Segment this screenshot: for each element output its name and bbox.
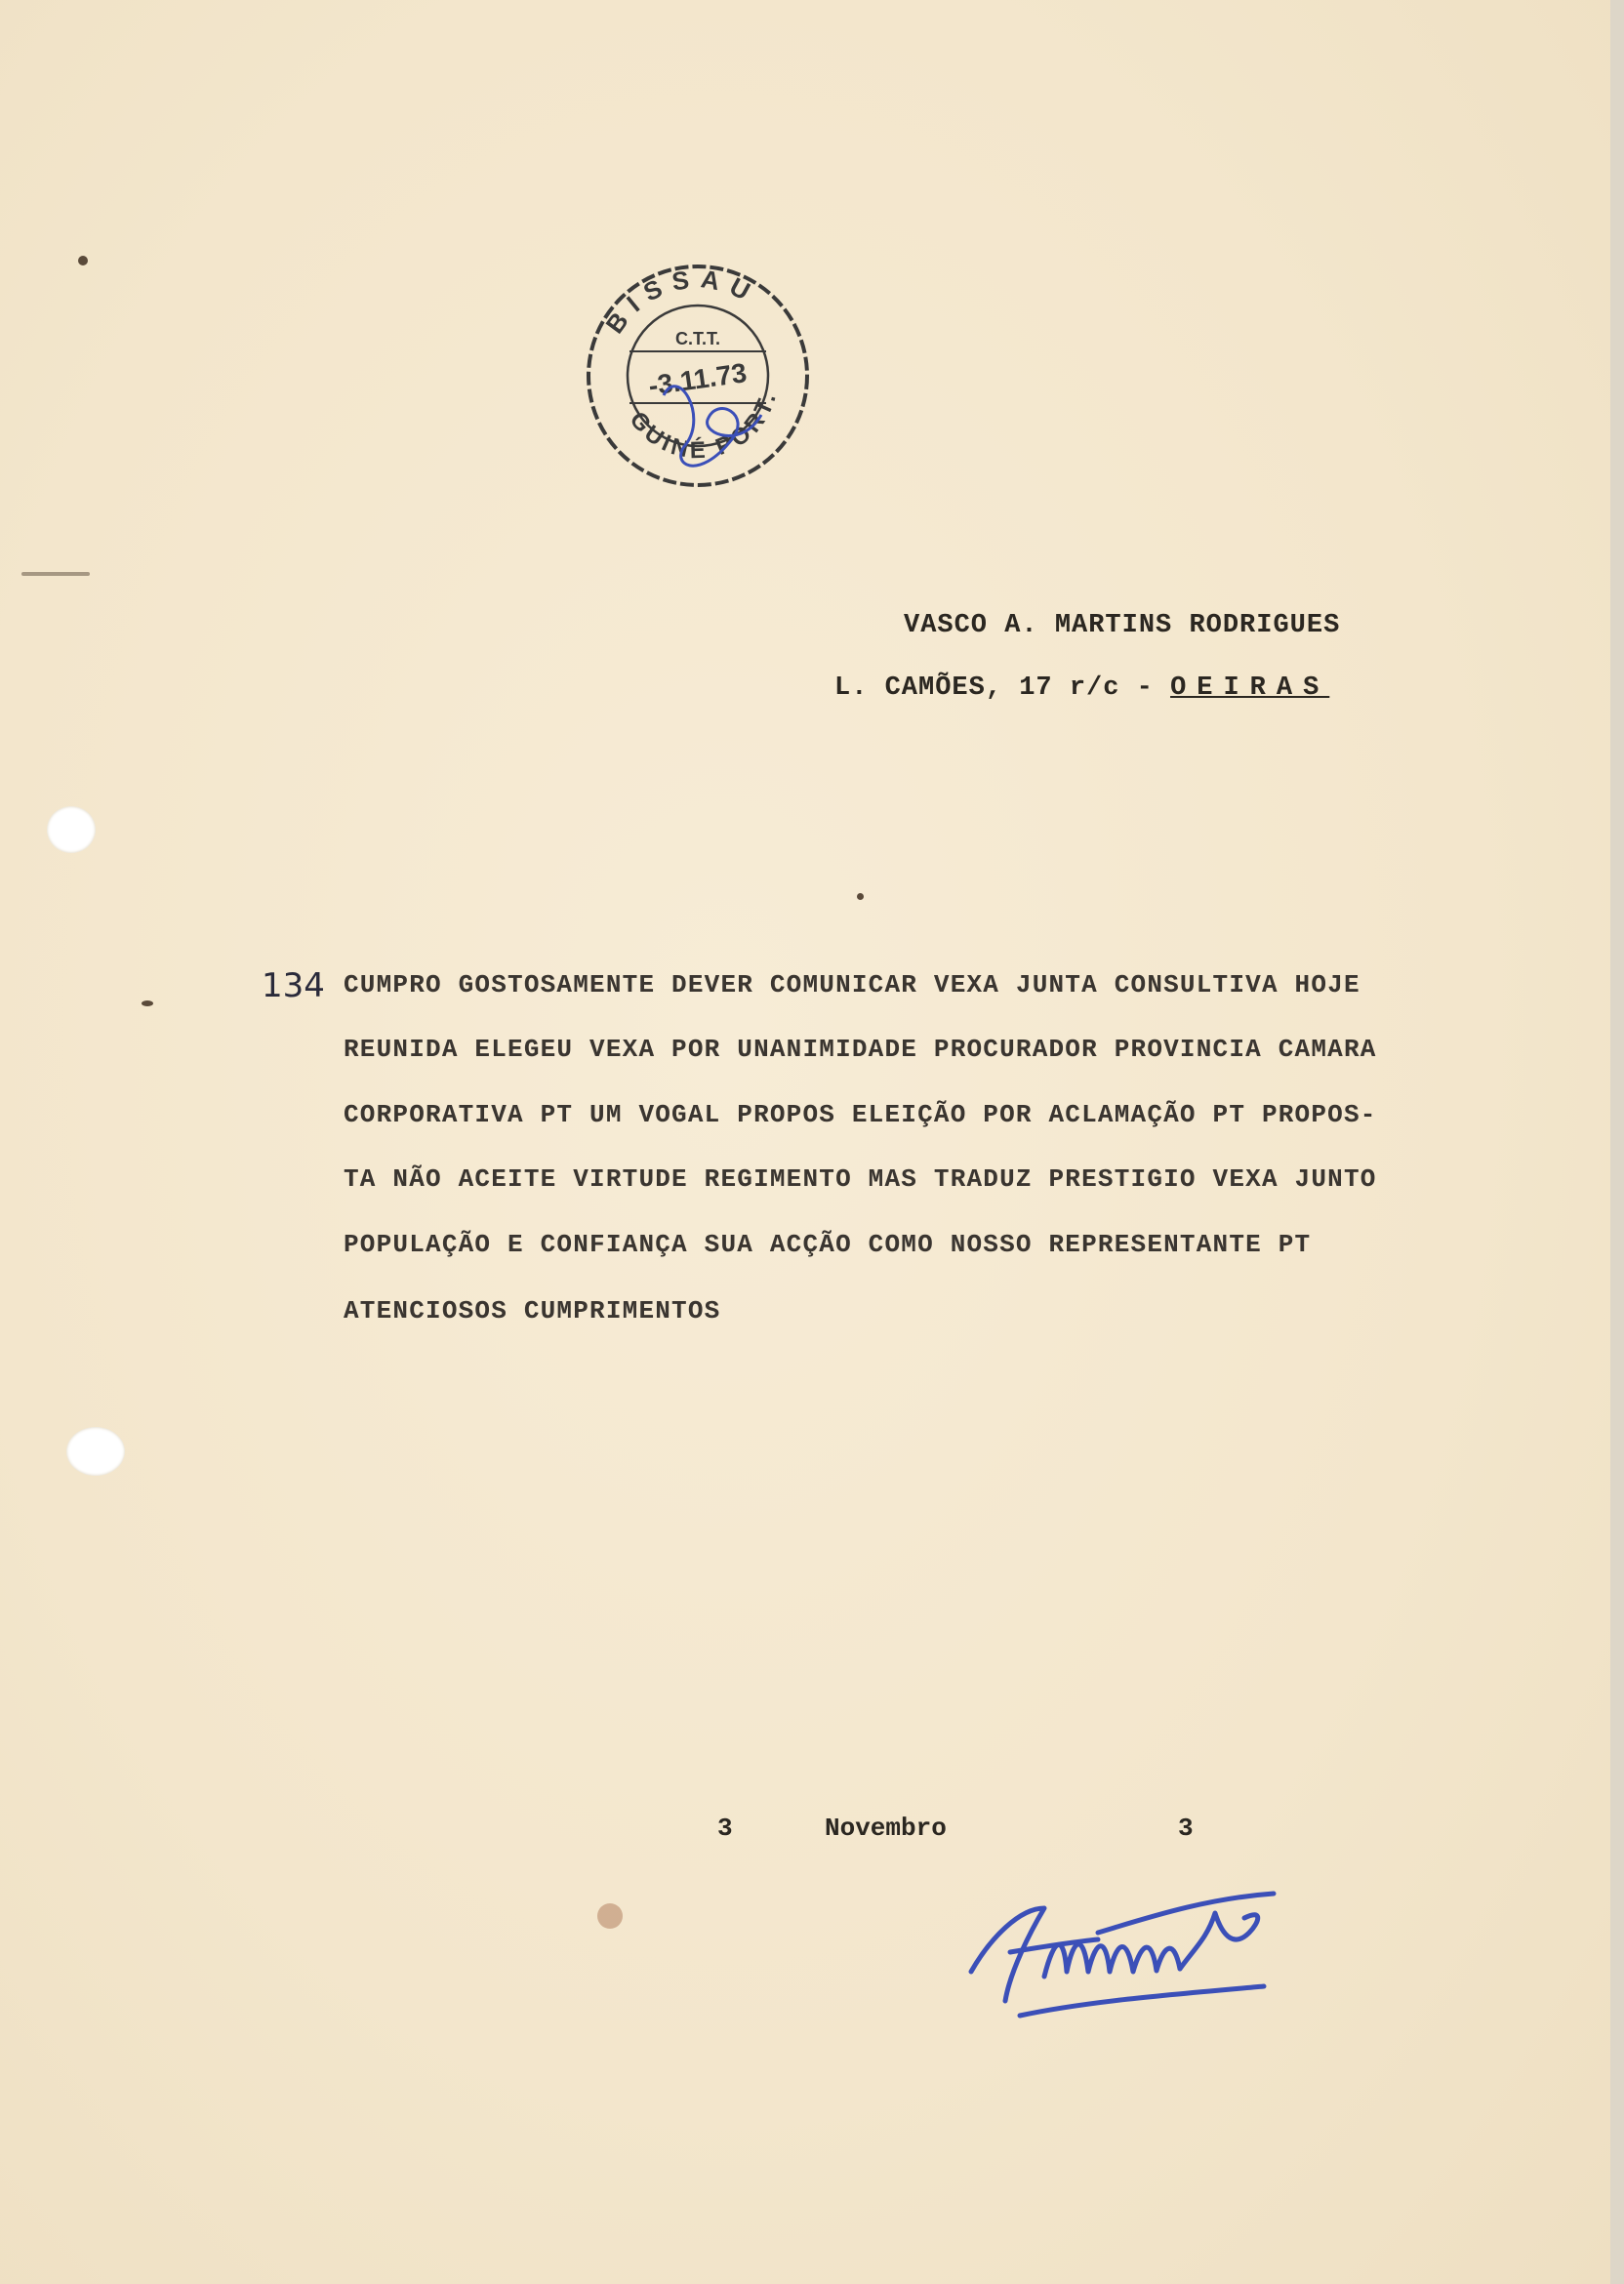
message-line: TA NÃO ACEITE VIRTUDE REGIMENTO MAS TRADUZ PRESTIGIO VEXA JUNTO	[344, 1164, 1377, 1194]
speck	[78, 256, 88, 265]
speck	[142, 1000, 153, 1006]
recipient-town: OEIRAS	[1170, 673, 1330, 703]
date-month: Novembro	[825, 1814, 947, 1843]
postmark-top-text: BISSAU	[599, 264, 764, 340]
date-day: 3	[717, 1814, 733, 1843]
reference-number: 134	[262, 966, 325, 1005]
signature	[952, 1879, 1303, 2025]
recipient-street: L. CAMÕES, 17 r/c -	[834, 673, 1154, 703]
svg-text:GUINÉ PORT.	[625, 387, 783, 464]
message-line: POPULAÇÃO E CONFIANÇA SUA ACÇÃO COMO NOSSO REPRESENTANTE PT	[344, 1230, 1312, 1259]
message-line: CUMPRO GOSTOSAMENTE DEVER COMUNICAR VEXA JUNTA CONSULTIVA HOJE	[344, 970, 1360, 999]
page-edge	[1610, 0, 1624, 2284]
postmark-bottom-text: GUINÉ PORT.	[624, 387, 783, 465]
speck	[857, 893, 864, 900]
speck	[597, 1903, 623, 1929]
message-line: ATENCIOSOS CUMPRIMENTOS	[344, 1296, 721, 1326]
svg-text:BISSAU	[599, 264, 763, 339]
date-year: 3	[1178, 1814, 1194, 1843]
punch-hole-top	[47, 806, 96, 853]
postmark-date: -3.11.73	[646, 357, 750, 401]
message-line: REUNIDA ELEGEU VEXA POR UNANIMIDADE PROCURADOR PROVINCIA CAMARA	[344, 1035, 1377, 1064]
message-line: CORPORATIVA PT UM VOGAL PROPOS ELEIÇÃO POR ACLAMAÇÃO PT PROPOS-	[344, 1100, 1377, 1129]
postmark-inner-text: C.T.T.	[674, 329, 721, 348]
speck	[21, 572, 90, 576]
recipient-name: VASCO A. MARTINS RODRIGUES	[904, 611, 1341, 640]
recipient-address	[834, 673, 1329, 703]
postmark-stamp	[571, 249, 825, 503]
punch-hole-bottom	[66, 1427, 125, 1476]
